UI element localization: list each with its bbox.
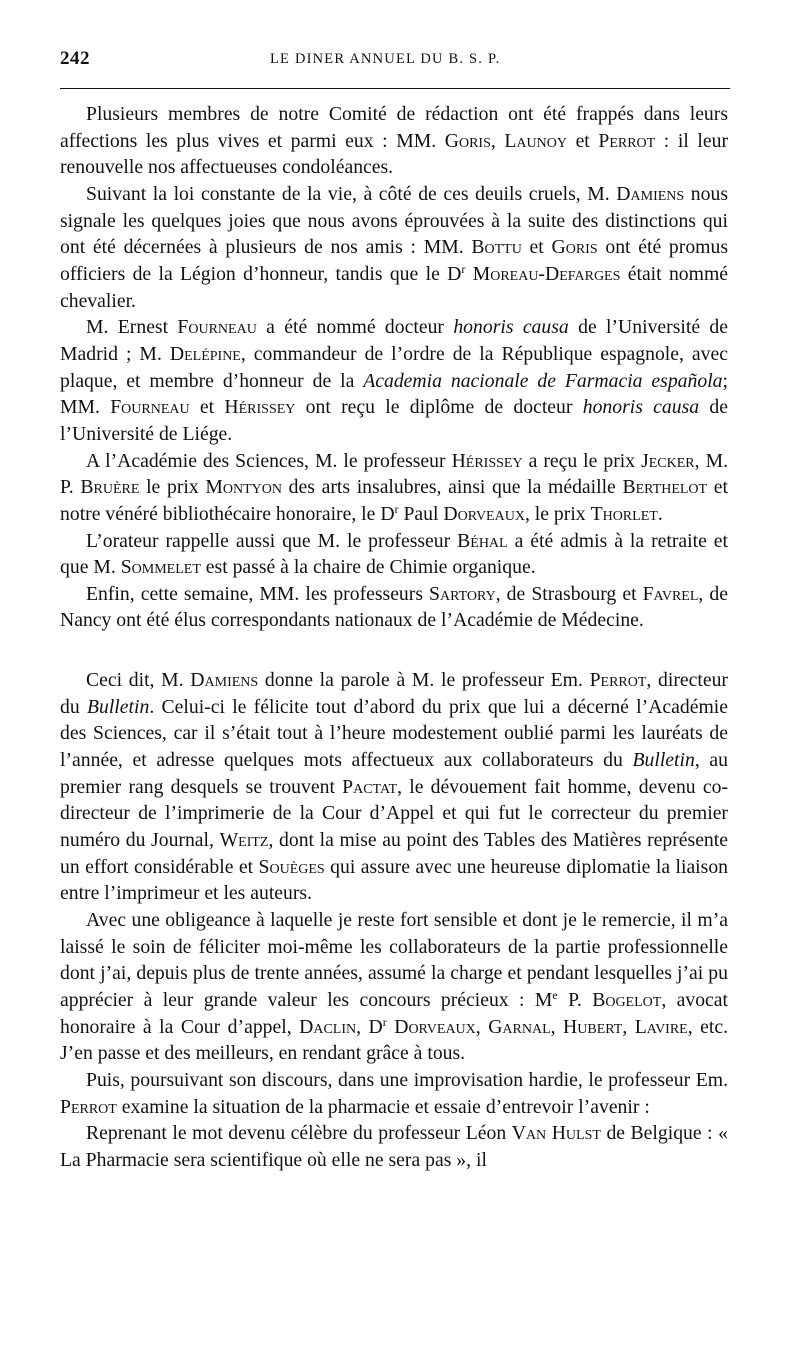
person-name: Lavire [634, 1015, 688, 1038]
text-run: et [521, 236, 552, 259]
person-name: Berthelot [622, 476, 708, 499]
text-run: . [657, 502, 663, 525]
person-name: Montyon [205, 476, 282, 499]
running-title: LE DINER ANNUEL DU B. S. P. [270, 51, 501, 67]
text-run: ; MM. [60, 369, 728, 419]
superscript: r [382, 1014, 387, 1029]
text-run: , avocat honoraire à la Cour d’appel, [60, 989, 728, 1038]
header-rule [60, 88, 730, 89]
italic-text: honoris causa [582, 396, 700, 419]
person-name: Dorveaux [443, 502, 525, 525]
text-run: des arts insalubres, ainsi que la médaille [282, 476, 623, 499]
text-run: et notre vénéré bibliothécaire honoraire, le D [60, 476, 728, 525]
text-run: L’orateur rappelle aussi que M. le professeur [86, 529, 458, 552]
text-run: Ceci dit, M. [86, 669, 191, 692]
text-run: et [566, 129, 599, 152]
text-run: , au premier rang desquels se trouvent [60, 749, 728, 798]
text-run: , de Strasbourg et [495, 582, 643, 605]
text-run: nous signale les quelques joies que nous avons éprouvées à la suite des distinctions qui ont été décernées à plusieurs de nos amis : MM. [60, 182, 728, 259]
text-run: a été admis à la retraite et que M. [60, 529, 728, 579]
person-name: Van Hulst [511, 1122, 601, 1145]
person-name: Weitz [219, 829, 269, 852]
text-run: , [475, 1015, 489, 1038]
person-name: Damiens [190, 669, 259, 692]
text-run: ont été promus officiers de la Légion d’honneur, tandis que le D [60, 236, 728, 285]
text-run: de l’Université de Madrid ; M. [60, 316, 728, 365]
paragraph [60, 1120, 728, 1173]
person-name: Damiens [616, 182, 685, 205]
text-run: , M. P. [60, 449, 728, 499]
person-name: Fourneau [110, 396, 190, 419]
paragraph [60, 528, 728, 581]
person-name: Fourneau [177, 316, 257, 339]
person-name: Garnal [488, 1015, 551, 1038]
italic-text: Bulletin [632, 749, 695, 772]
text-run: est passé à la chaire de Chimie organique. [200, 556, 536, 579]
text-run: Enfin, cette semaine, MM. les professeurs [86, 582, 430, 605]
text-run: qui assure avec une heureuse diplomatie la liaison entre l’imprimeur et les auteurs. [60, 855, 729, 905]
person-name: Sommelet [120, 556, 201, 579]
text-run: , D [356, 1015, 383, 1038]
paragraph [60, 448, 728, 528]
text-run: a reçu le prix [522, 449, 642, 472]
paragraph [60, 181, 728, 314]
person-name: Favrel [642, 582, 699, 605]
text-run: : il leur renouvelle nos affectueuses condoléances. [60, 129, 728, 179]
italic-text: Bulletin [86, 695, 150, 718]
text-run [465, 263, 472, 285]
person-name: Dorveaux [394, 1015, 476, 1038]
page-number: 242 [60, 48, 90, 69]
superscript: r [394, 501, 399, 516]
text-run: , etc. J’en passe et des meilleurs, en rendant grâce à tous. [60, 1015, 729, 1065]
text-run: Paul [398, 502, 444, 525]
text-run: Reprenant le mot devenu célèbre du professeur Léon [86, 1122, 512, 1145]
person-name: Perrot [598, 129, 656, 152]
text-run: ont reçu le diplôme de docteur [295, 396, 583, 419]
person-name: Bruère [80, 476, 140, 499]
text-run: le prix [139, 476, 206, 499]
person-name: Souèges [258, 855, 325, 878]
text-run: , commandeur de l’ordre de la République espagnole, avec plaque, et membre d’honneur de la [60, 342, 728, 392]
person-name: Hérissey [224, 396, 296, 419]
text-run: donne la parole à M. le professeur Em. [258, 669, 590, 692]
text-run: examine la situation de la pharmacie et essaie d’entrevoir l’avenir : [116, 1095, 650, 1118]
text-run: a été nommé docteur [256, 316, 454, 339]
person-name: Daclin [299, 1015, 357, 1038]
person-name: Goris [551, 236, 598, 259]
paragraph [60, 667, 728, 907]
person-name: Bottu [471, 236, 522, 259]
person-name: Goris [444, 129, 491, 152]
paragraph [60, 1067, 728, 1120]
person-name: Hubert [563, 1015, 623, 1038]
person-name: Launoy [504, 129, 567, 152]
text-run: , [550, 1015, 564, 1038]
person-name: Pactat [342, 775, 398, 798]
person-name: Perrot [60, 1095, 117, 1118]
text-run: Puis, poursuivant son discours, dans une improvisation hardie, le professeur Em. [86, 1068, 728, 1091]
text-run: , le prix [524, 502, 591, 525]
text-run: , de Nancy ont été élus correspondants nationaux de l’Académie de Médecine. [60, 582, 728, 632]
paragraph [60, 314, 728, 447]
text-run: Suivant la loi constante de la vie, à côté de ces deuils cruels, M. [86, 182, 617, 205]
text-run: Plusieurs membres de notre Comité de rédaction ont été frappés dans leurs affections les plus vives et parmi eux : MM. [60, 103, 728, 152]
person-name: Delépine [169, 342, 241, 365]
page-header [60, 48, 730, 72]
superscript: e [552, 988, 558, 1002]
person-name: Moreau-Defarges [472, 262, 621, 285]
text-run: Avec une obligeance à laquelle je reste fort sensible et dont je le remercie, il m’a laissé le soin de féliciter moi-même les collaborateurs de la partie professionnelle dont j’ai, depuis plus de trente années, assumé la charge et pendant lesquelles j’ai pu apprécier à leur grande valeur les concours précieux : M [60, 909, 728, 1011]
superscript: r [461, 261, 466, 276]
text-run: , [490, 129, 505, 152]
text-run: de l’Université de Liége. [60, 396, 728, 445]
text-run: de Belgique : « La Pharmacie sera scientifique où elle ne sera pas », il [60, 1122, 728, 1171]
person-name: Perrot [589, 669, 647, 692]
paragraph [60, 581, 728, 634]
paragraph [60, 907, 728, 1067]
person-name: Thorlet [590, 502, 658, 525]
person-name: Bogelot [592, 989, 662, 1011]
text-run: A l’Académie des Sciences, M. le professeur [86, 449, 452, 472]
person-name: Béhal [457, 529, 508, 552]
person-name: Sartory [429, 582, 496, 605]
body-text [60, 101, 728, 1174]
text-run: était nommé chevalier. [60, 262, 729, 312]
person-name: Jecker [641, 449, 695, 472]
paragraph [60, 101, 728, 181]
person-name: Hérissey [451, 449, 523, 472]
italic-text: honoris causa [453, 316, 569, 339]
text-run: et [189, 396, 225, 419]
text-run: M. Ernest [86, 316, 178, 339]
text-run: . Celui-ci le félicite tout d’abord du prix que lui a décerné l’Académie des Sciences, car il s’était tout à l’heure modestement oublié parmi les lauréats de l’année, et adresse quelques mots affectueux aux collaborateurs du [60, 695, 729, 772]
text-run: , directeur du [60, 669, 728, 718]
text-run: , dont la mise au point des Tables des Matières représente un effort considérable et [60, 829, 728, 878]
italic-text: Academia nacionale de Farmacia española [363, 369, 723, 392]
text-run: P. [557, 989, 593, 1011]
text-run: , [622, 1015, 635, 1038]
text-run: , le dévouement fait homme, devenu co-directeur de l’imprimerie de la Cour d’Appel et qui fut le correcteur du premier numéro du Journal, [60, 775, 728, 852]
